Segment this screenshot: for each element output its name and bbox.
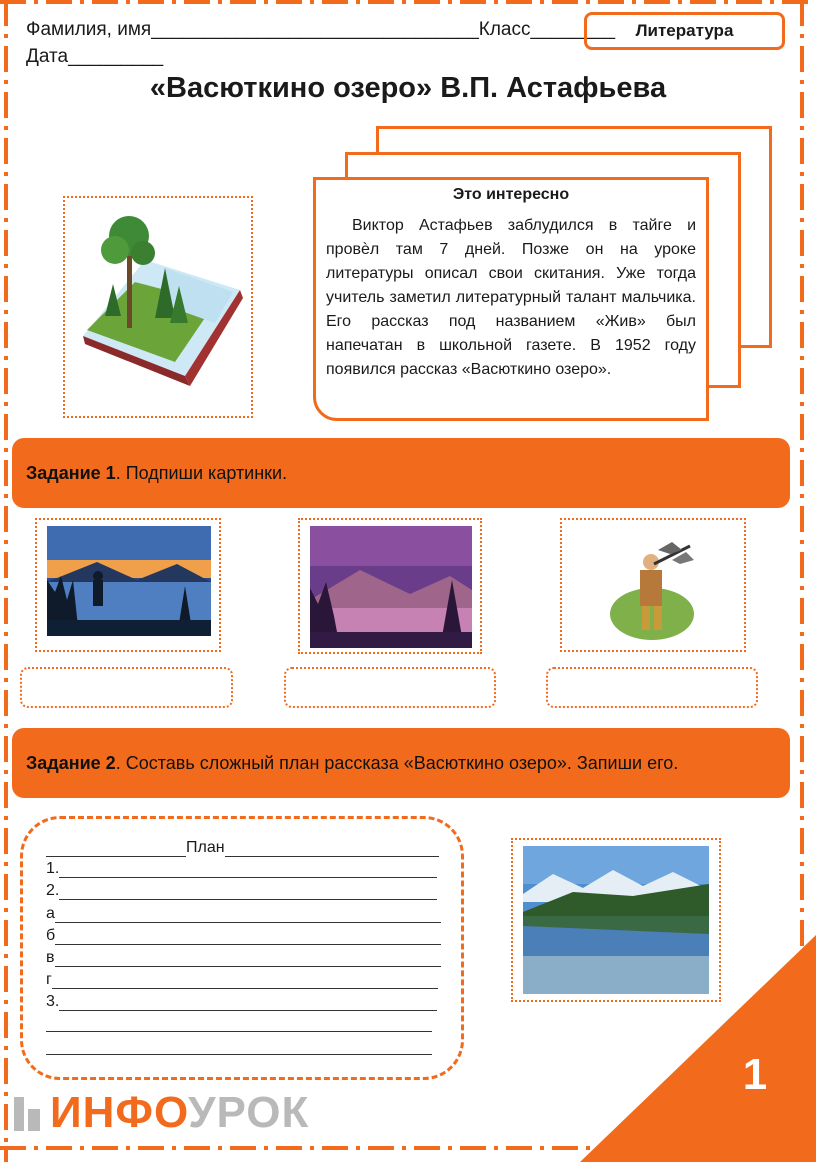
corner-triangle xyxy=(580,935,816,1162)
note-title: Это интересно xyxy=(452,186,570,203)
plan-blank-line-1[interactable] xyxy=(46,1014,432,1032)
caption-input-3[interactable] xyxy=(546,667,758,708)
plan-item-label: б xyxy=(46,927,56,944)
logo-text-part2: УРОК xyxy=(188,1088,310,1137)
infourok-logo xyxy=(14,1088,309,1138)
logo-text-part1: ИНФО xyxy=(50,1088,189,1137)
sunset-lake-image xyxy=(35,518,221,652)
plan-item-a[interactable] xyxy=(46,905,441,923)
plan-item-2[interactable] xyxy=(46,882,437,900)
plan-heading-text: План xyxy=(186,839,225,856)
caption-input-2[interactable] xyxy=(284,667,496,708)
plan-item-b[interactable] xyxy=(46,927,441,945)
note-card xyxy=(313,177,709,421)
task1-banner xyxy=(12,438,790,508)
plan-item-label: 2. xyxy=(46,882,60,899)
note-text: Виктор Астафьев заблудился в тайге и провѐл там 7 дней. Позже он на уроке литературы описал свои скитания. Уже тогда учитель заметил литературный талант мальчика. Его рассказ под названием «Жив» был напечатан в школьной газете. В 1952 году появился рассказ «Васюткино озеро». xyxy=(326,217,696,378)
name-class-field[interactable]: Фамилия, имя_______________________________Класс________ xyxy=(26,19,616,40)
logo-mark-icon xyxy=(14,1091,44,1135)
plan-item-3[interactable] xyxy=(46,993,437,1011)
night-lake-image xyxy=(298,518,482,654)
page-border-left xyxy=(4,0,8,1162)
plan-item-v[interactable] xyxy=(46,949,441,967)
caption-input-1[interactable] xyxy=(20,667,233,708)
hunter-image xyxy=(560,518,746,652)
plan-item-g[interactable] xyxy=(46,971,438,989)
plan-item-label: г xyxy=(46,971,52,988)
plan-item-label: а xyxy=(46,905,55,922)
book-forest-illustration xyxy=(63,196,253,418)
plan-item-label: в xyxy=(46,949,55,966)
plan-item-label: 3. xyxy=(46,993,60,1010)
plan-heading xyxy=(46,839,439,857)
task2-label: Задание 2 xyxy=(26,752,116,773)
plan-item-1[interactable] xyxy=(46,860,437,878)
task2-text: . Составь сложный план рассказа «Васюткино озеро». Запиши его. xyxy=(115,752,679,773)
task1-text: . Подпиши картинки. xyxy=(115,462,288,483)
task1-label: Задание 1 xyxy=(26,462,116,483)
task2-banner xyxy=(12,728,790,798)
page-border-top xyxy=(0,0,816,4)
page-number: 1 xyxy=(742,1050,768,1099)
subject-badge: Литература xyxy=(584,12,785,50)
plan-blank-line-2[interactable] xyxy=(46,1037,432,1055)
date-field[interactable]: Дата_________ xyxy=(26,46,164,67)
plan-item-label: 1. xyxy=(46,860,60,877)
page-title: «Васюткино озеро» В.П. Астафьева xyxy=(149,72,667,104)
